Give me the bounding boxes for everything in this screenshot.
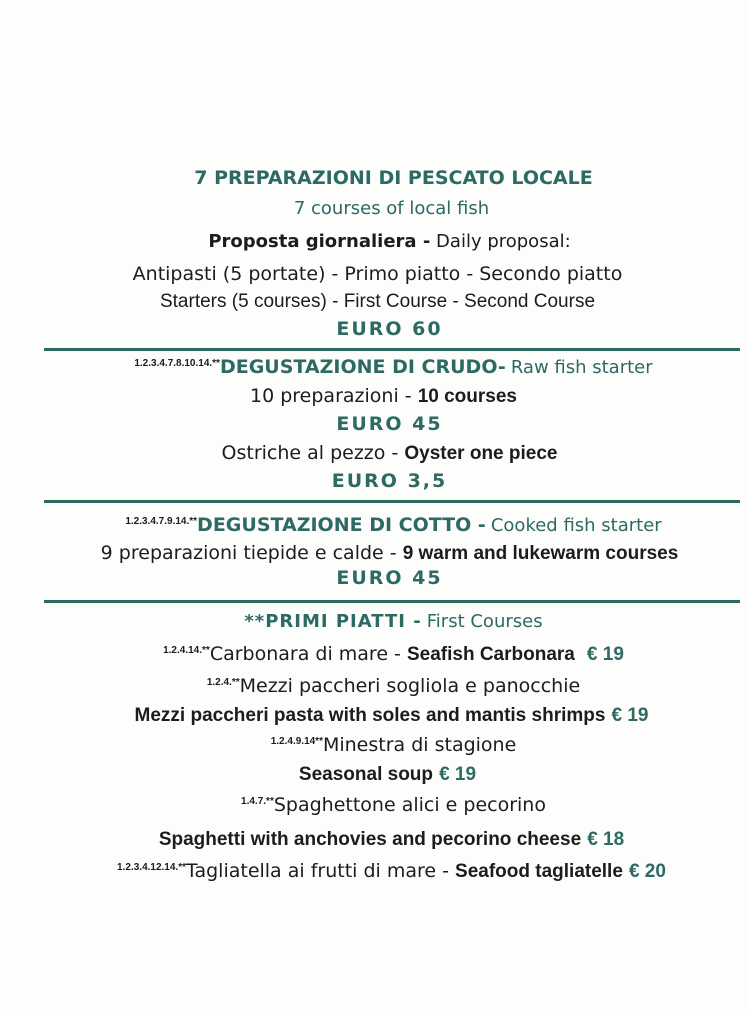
divider-1 bbox=[44, 348, 740, 351]
section1-courses-it: Antipasti (5 portate) - Primo piatto - Secondo piatto bbox=[132, 263, 623, 285]
menu-item-paccheri-en bbox=[18, 704, 747, 727]
proposal-it: Proposta giornaliera - bbox=[208, 231, 431, 252]
section2-desc bbox=[10, 385, 747, 408]
section4-title-en: First Courses bbox=[426, 611, 543, 632]
menu-item-carbonara bbox=[20, 643, 747, 666]
proposal-en: Daily proposal: bbox=[436, 231, 571, 252]
item-name-en: Seafood tagliatelle bbox=[455, 861, 623, 882]
item-allergens: 1.2.3.4.12.14.** bbox=[117, 862, 186, 873]
menu-item-paccheri-it bbox=[20, 675, 747, 697]
section4-heading bbox=[20, 611, 747, 632]
divider-3 bbox=[44, 600, 740, 603]
item-name-it: Minestra di stagione bbox=[322, 734, 517, 756]
item-allergens: 1.2.4.9.14** bbox=[270, 736, 323, 747]
item-price: € 19 bbox=[611, 705, 649, 726]
section3-desc-it: 9 preparazioni tiepide e calde - bbox=[100, 542, 397, 564]
item-price: € 20 bbox=[628, 861, 666, 882]
section3-heading bbox=[20, 514, 747, 536]
item-price: € 19 bbox=[439, 764, 477, 785]
section2-desc-en: 10 courses bbox=[417, 386, 517, 407]
menu-item-spaghettone-en bbox=[18, 828, 747, 851]
section3-allergens: 1.2.3.4.7.9.14.** bbox=[125, 516, 198, 527]
section1-proposal bbox=[16, 231, 747, 252]
section2-title: DEGUSTAZIONE DI CRUDO- bbox=[219, 356, 506, 378]
section3-title: DEGUSTAZIONE DI COTTO - bbox=[197, 514, 486, 536]
section3-price: EURO 45 bbox=[336, 567, 443, 589]
item-name-en: Mezzi paccheri pasta with soles and mantis shrimps bbox=[134, 705, 606, 726]
divider-2 bbox=[44, 500, 740, 503]
section2-allergens: 1.2.3.4.7.8.10.14.** bbox=[134, 358, 220, 369]
section3-title-en: Cooked fish starter bbox=[490, 515, 662, 536]
section2-desc-it: 10 preparazioni - bbox=[250, 385, 412, 407]
section2-heading bbox=[20, 356, 747, 378]
menu-item-soup-it bbox=[20, 734, 747, 756]
item-name-en: Seasonal soup bbox=[298, 764, 434, 785]
section3-desc bbox=[16, 542, 747, 565]
menu-item-soup-en bbox=[14, 763, 747, 786]
menu-item-tagliatella bbox=[18, 860, 747, 883]
item-name-it: Spaghettone alici e pecorino bbox=[273, 794, 546, 816]
item-name-it: Mezzi paccheri sogliola e panocchie bbox=[239, 675, 581, 697]
section1-subtitle: 7 courses of local fish bbox=[293, 198, 490, 219]
item-name-en: Seafish Carbonara bbox=[406, 644, 575, 665]
oyster-price: EURO 3,5 bbox=[331, 470, 448, 492]
item-price: € 18 bbox=[587, 829, 625, 850]
section4-title: **PRIMI PIATTI - bbox=[244, 611, 422, 632]
section1-price: EURO 60 bbox=[336, 318, 443, 340]
item-allergens: 1.2.4.14.** bbox=[163, 645, 210, 656]
item-price: € 19 bbox=[586, 644, 624, 665]
oyster-line bbox=[16, 442, 747, 465]
menu-item-spaghettone-it bbox=[20, 794, 747, 816]
oyster-en: Oyster one piece bbox=[404, 443, 558, 464]
section2-price: EURO 45 bbox=[336, 413, 443, 435]
item-name-it: Carbonara di mare - bbox=[209, 643, 401, 665]
section2-title-en: Raw fish starter bbox=[510, 357, 653, 378]
oyster-it: Ostriche al pezzo - bbox=[221, 442, 399, 464]
item-name-it: Tagliatella ai frutti di mare - bbox=[186, 860, 449, 882]
section1-title: 7 PREPARAZIONI DI PESCATO LOCALE bbox=[194, 167, 593, 189]
item-name-en: Spaghetti with anchovies and pecorino cheese bbox=[158, 829, 582, 850]
section3-desc-en: 9 warm and lukewarm courses bbox=[402, 543, 679, 564]
item-allergens: 1.2.4.** bbox=[206, 677, 240, 688]
item-allergens: 1.4.7.** bbox=[241, 796, 274, 807]
section1-courses-en: Starters (5 courses) - First Course - Second Course bbox=[159, 291, 596, 312]
